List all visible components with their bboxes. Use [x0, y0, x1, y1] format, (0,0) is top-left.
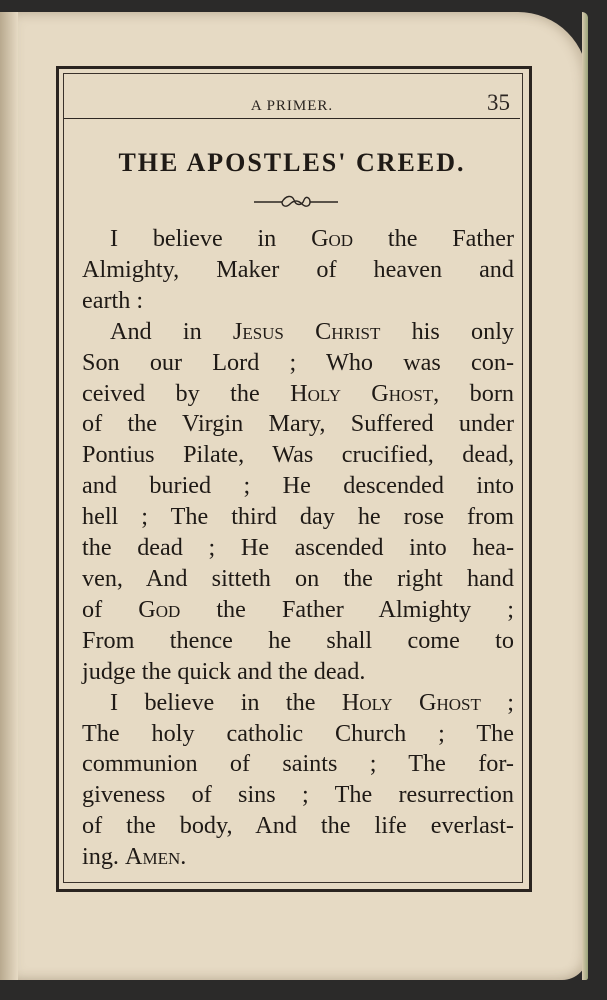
- text-fragment: I believe in the: [110, 688, 342, 716]
- text-fragment: of the Virgin Mary, Suffered under: [82, 410, 514, 438]
- running-title: A PRIMER.: [250, 98, 334, 114]
- text-line: [82, 842, 514, 873]
- small-caps-name: Jesus Christ: [232, 317, 381, 345]
- text-line: [82, 440, 514, 471]
- running-head: [64, 82, 520, 119]
- text-line: [82, 719, 514, 750]
- text-fragment: the dead ; He ascended into hea-: [82, 534, 514, 562]
- text-line: [82, 502, 514, 533]
- text-fragment: And in: [110, 317, 233, 345]
- text-line: [82, 348, 514, 379]
- text-fragment: The holy catholic Church ; The: [82, 719, 514, 747]
- text-fragment: I believe in: [110, 225, 312, 252]
- text-fragment: ;: [480, 688, 514, 716]
- text-line: [82, 595, 514, 626]
- small-caps-name: Amen: [125, 843, 181, 871]
- text-fragment: giveness of sins ; The resurrection: [82, 781, 514, 809]
- small-caps-name: God: [311, 225, 354, 252]
- text-fragment: the Father Almighty ;: [180, 595, 515, 623]
- text-line: [82, 409, 514, 440]
- text-line: [82, 811, 514, 842]
- text-fragment: .: [180, 843, 187, 871]
- text-line: [82, 286, 514, 317]
- page-edge: [582, 12, 588, 980]
- text-fragment: , born: [433, 379, 514, 407]
- text-fragment: of the body, And the life everlast-: [82, 812, 514, 840]
- text-line: [82, 564, 514, 595]
- text-fragment: judge the quick and the dead.: [82, 657, 366, 685]
- text-fragment: his only: [380, 317, 515, 345]
- text-fragment: earth :: [82, 286, 144, 314]
- small-caps-name: Holy Ghost: [290, 379, 434, 407]
- text-fragment: Almighty, Maker of heaven and: [82, 255, 514, 283]
- text-line: [82, 749, 514, 780]
- text-line: [82, 317, 514, 348]
- creed-text: [82, 224, 514, 873]
- page-gutter: [0, 12, 18, 980]
- text-fragment: Son our Lord ; Who was con-: [82, 348, 514, 376]
- page-number: 35: [487, 90, 510, 115]
- text-fragment: ven, And sitteth on the right hand: [82, 564, 514, 592]
- text-fragment: of: [82, 595, 139, 623]
- text-fragment: and buried ; He descended into: [82, 472, 514, 500]
- text-line: [82, 471, 514, 502]
- text-line: [82, 688, 514, 719]
- text-line: [82, 224, 514, 255]
- text-line: [82, 533, 514, 564]
- text-fragment: hell ; The third day he rose from: [82, 503, 514, 531]
- text-fragment: ing.: [82, 843, 126, 871]
- scroll-flourish-icon: [252, 192, 340, 212]
- text-line: [82, 626, 514, 657]
- text-fragment: Pontius Pilate, Was crucified, dead,: [82, 441, 514, 469]
- text-fragment: ceived by the: [82, 379, 291, 407]
- text-line: [82, 780, 514, 811]
- small-caps-name: God: [138, 595, 181, 623]
- text-fragment: the Father: [353, 225, 515, 252]
- text-line: [82, 379, 514, 410]
- text-fragment: communion of saints ; The for-: [82, 750, 514, 778]
- text-line: [82, 255, 514, 286]
- section-heading: THE APOSTLES' CREED.: [118, 148, 466, 177]
- small-caps-name: Holy Ghost: [341, 688, 481, 716]
- text-fragment: From thence he shall come to: [82, 626, 514, 654]
- text-line: [82, 657, 514, 688]
